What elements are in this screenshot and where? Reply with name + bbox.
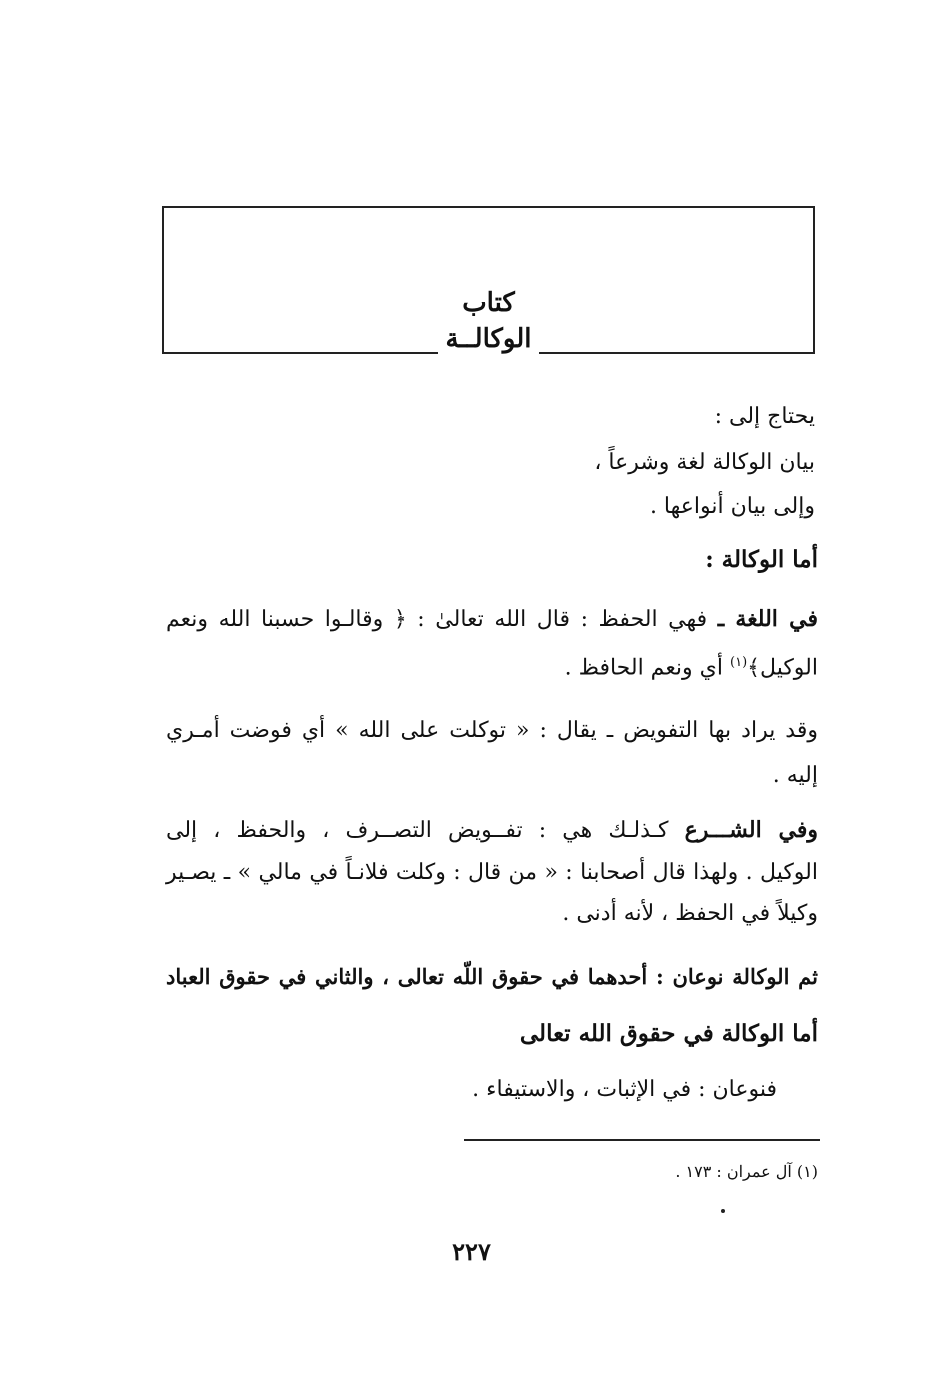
- shar-line-2: الوكيل . ولهذا قال أصحابنا : « من قال : وكلت فلانـاً في مالي » ـ يصـير: [166, 860, 818, 885]
- chapter-title: [164, 322, 813, 359]
- shar-line-1-text: كـذلـك هي : تفــويض التصــرف ، والحفظ ، إلى: [166, 818, 685, 843]
- types-line: ثم الوكالة نوعان : أحدهما في حقوق اللّه تعالى ، والثاني في حقوق العباد: [166, 964, 818, 989]
- lugha-line-2-a: الوكيل﴾: [747, 655, 818, 681]
- intro-line-2: بيان الوكالة لغة وشرعاً ،: [594, 450, 815, 475]
- shar-lead: وفي الشـــرع: [684, 817, 818, 843]
- lugha-line-1: [166, 604, 818, 635]
- book-label: كتاب: [462, 288, 515, 318]
- lugha-line-2-b: أي ونعم الحافظ .: [564, 655, 730, 681]
- intro-line-1: يحتاج إلى :: [714, 404, 815, 429]
- subtypes-line: فنوعان : في الإثبات ، والاستيفاء .: [472, 1077, 777, 1102]
- shar-line-3: وكيلاً في الحفظ ، لأنه أدنى .: [562, 901, 818, 926]
- tafwid-line-1: وقد يراد بها التفويض ـ يقال : « توكلت على الله » أي فوضت أمـري: [166, 718, 818, 743]
- lugha-line-2: [166, 648, 818, 683]
- footnote-ref: (١): [730, 655, 748, 670]
- section-heading: أما الوكالة :: [705, 546, 818, 573]
- lugha-line-1-text: فهي الحفظ : قال الله تعالىٰ : ﴿ وقالـوا حسبنا الله ونعم: [166, 607, 718, 632]
- footnote-rule: [464, 1139, 820, 1141]
- stray-mark: [721, 1209, 725, 1213]
- title-box: [162, 206, 815, 354]
- lugha-lead: في اللغة ـ: [717, 606, 818, 632]
- shar-line-1: [166, 815, 818, 846]
- footnote: (١) آل عمران : ١٧٣ .: [675, 1162, 818, 1181]
- page-number: ٢٢٧: [452, 1237, 491, 1266]
- chapter-title-text: الوكالــة: [438, 322, 540, 356]
- subheading: أما الوكالة في حقوق الله تعالى: [519, 1020, 818, 1047]
- intro-line-3: وإلى بيان أنواعها .: [649, 494, 815, 519]
- tafwid-line-2: إليه .: [772, 763, 818, 788]
